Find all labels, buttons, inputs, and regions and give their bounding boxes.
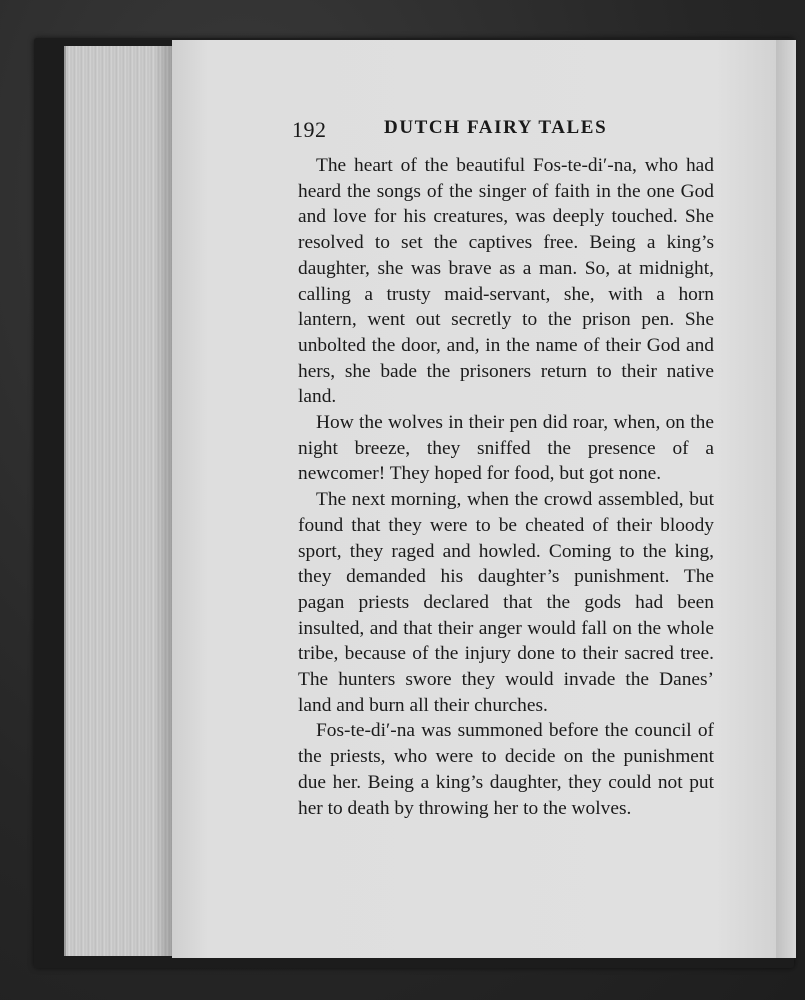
paragraph: Fos-te-di′-na was summoned before the council of the priests, who were to decide on the punishment due her. Being a king’s daughter, they could not put her to death by throwing her to the wolves. [298, 720, 714, 819]
facing-page-edge [776, 40, 796, 958]
paragraph: The heart of the beautiful Fos-te-di′-na, who had heard the songs of the singer of faith in the one God and love for his creatures, was deeply touched. She resolved to set the captives free. Being a king’s daughter, she was brave as a man. So, at midnight, calling a trusty maid-servant, she, with a horn lantern, went out secretly to the prison pen. She unbolted the door, and, in the name of their God and hers, she bade the prisoners return to their native land. [298, 155, 714, 408]
paragraph: How the wolves in their pen did roar, when, on the night breeze, they sniffed the presence of a newcomer! They hoped for food, but got none. [298, 412, 714, 485]
running-title: DUTCH FAIRY TALES [384, 117, 608, 138]
page-header [292, 117, 722, 147]
page-edges [64, 46, 176, 956]
paragraph: The next morning, when the crowd assembled, but found that they were to be cheated of their bloody sport, they raged and howled. Coming to the king, they demanded his daughter’s punishment. The pagan priests declared that the gods had been insulted, and that their anger would fall on the whole tribe, because of the injury done to their sacred tree. The hunters swore they would invade the Danes’ land and burn all their churches. [298, 489, 714, 716]
text-body [298, 153, 714, 821]
page-number: 192 [292, 117, 327, 142]
